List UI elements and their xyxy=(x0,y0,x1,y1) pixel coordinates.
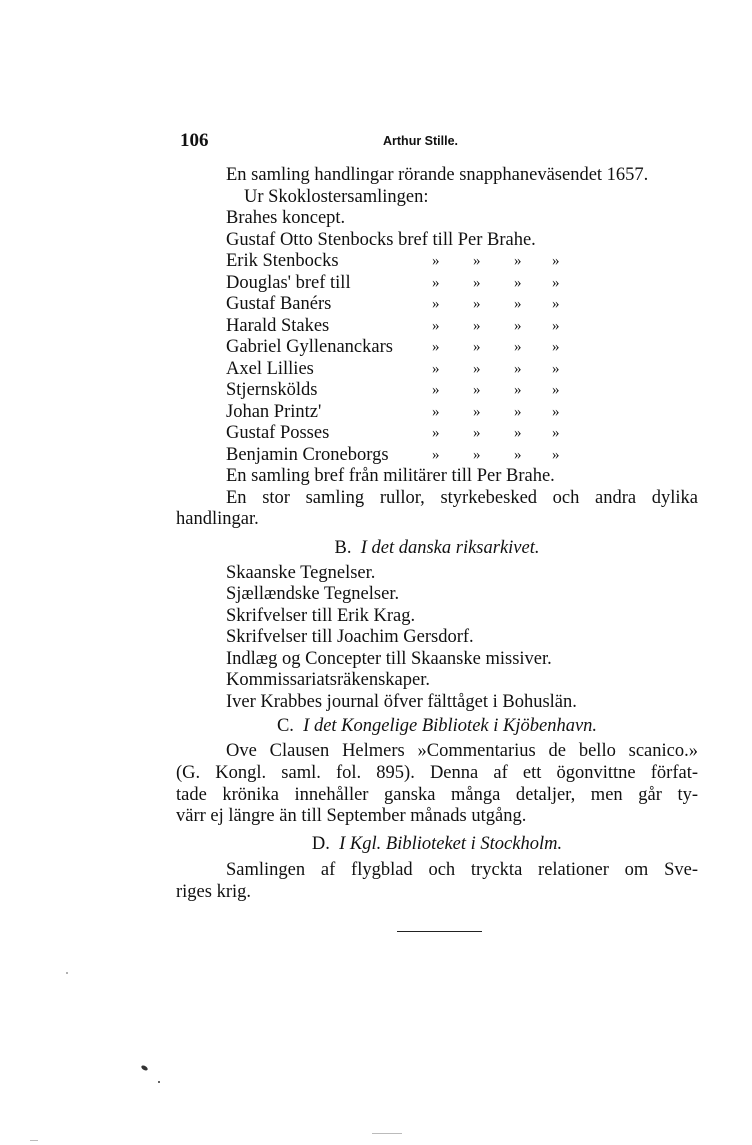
section-title: I det danska riksarkivet. xyxy=(360,538,540,558)
ditto-mark: » xyxy=(473,318,481,334)
after-rows-line: En samling bref från militärer till Per Brahe. xyxy=(226,466,555,486)
ditto-mark: » xyxy=(432,296,440,312)
ditto-mark: » xyxy=(473,296,481,312)
intro-line: En samling handlingar rörande snapphaneväsendet 1657. xyxy=(226,165,649,185)
ditto-mark: » xyxy=(514,339,522,355)
ditto-mark: » xyxy=(552,275,560,291)
ditto-mark: » xyxy=(514,382,522,398)
paragraph-line: värr ej längre än till September månads utgång. xyxy=(176,806,527,826)
ditto-mark: » xyxy=(473,339,481,355)
ditto-mark: » xyxy=(552,361,560,377)
ditto-mark: » xyxy=(473,425,481,441)
ditto-mark: » xyxy=(514,253,522,269)
ditto-mark: » xyxy=(473,382,481,398)
ditto-mark: » xyxy=(432,361,440,377)
list-item: Iver Krabbes journal öfver fälttåget i Bohuslän. xyxy=(226,692,577,712)
ditto-mark: » xyxy=(552,318,560,334)
running-head: Arthur Stille. xyxy=(383,134,459,148)
letter-row-name: Johan Printz' xyxy=(226,402,322,422)
ditto-mark: » xyxy=(552,296,560,312)
list-item: Sjællændske Tegnelser. xyxy=(226,584,400,604)
ditto-mark: » xyxy=(473,253,481,269)
section-letter: D. xyxy=(311,834,330,854)
letter-row-name: Benjamin Croneborgs xyxy=(226,445,389,465)
ditto-mark: » xyxy=(514,361,522,377)
ditto-mark: » xyxy=(552,404,560,420)
ditto-mark: » xyxy=(432,404,440,420)
ink-speck xyxy=(66,972,68,974)
ditto-mark: » xyxy=(514,404,522,420)
ditto-mark: » xyxy=(432,253,440,269)
letter-row-name: Gabriel Gyllenanckars xyxy=(226,337,393,357)
ink-speck xyxy=(372,1133,402,1134)
intro-line: Ur Skoklostersamlingen: xyxy=(244,187,429,207)
ink-speck xyxy=(158,1081,160,1083)
section-title: I Kgl. Biblioteket i Stockholm. xyxy=(339,834,563,854)
ditto-mark: » xyxy=(552,339,560,355)
ditto-mark: » xyxy=(552,382,560,398)
letter-row-name: Stjernskölds xyxy=(226,380,318,400)
paragraph-line: riges krig. xyxy=(176,882,252,902)
letter-row xyxy=(226,402,576,423)
letter-row xyxy=(226,445,576,466)
paragraph-line: tade krönika innehåller ganska många detaljer, men går ty- xyxy=(176,785,698,805)
ditto-mark: » xyxy=(514,275,522,291)
list-item: Skrifvelser till Erik Krag. xyxy=(226,606,416,626)
intro-line: Gustaf Otto Stenbocks bref till Per Brahe. xyxy=(226,230,536,250)
ditto-mark: » xyxy=(514,447,522,463)
paragraph-line: Ove Clausen Helmers »Commentarius de bello scanico.» xyxy=(226,741,698,761)
list-item: Indlæg og Concepter till Skaanske missiver. xyxy=(226,649,552,669)
ditto-mark: » xyxy=(552,253,560,269)
ditto-mark: » xyxy=(552,447,560,463)
paragraph-line: (G. Kongl. saml. fol. 895). Denna af ett ögonvittne förfat- xyxy=(176,763,698,783)
list-item: Skaanske Tegnelser. xyxy=(226,563,376,583)
ditto-mark: » xyxy=(473,447,481,463)
list-item: Kommissariatsräkenskaper. xyxy=(226,670,430,690)
after-rows-line: handlingar. xyxy=(176,509,259,529)
letter-row xyxy=(226,380,576,401)
ditto-mark: » xyxy=(432,318,440,334)
ink-speck xyxy=(30,1140,38,1141)
list-item: Skrifvelser till Joachim Gersdorf. xyxy=(226,627,474,647)
letter-row-name: Gustaf Banérs xyxy=(226,294,332,314)
ditto-mark: » xyxy=(432,425,440,441)
ditto-mark: » xyxy=(514,296,522,312)
letter-row xyxy=(226,316,576,337)
letter-row xyxy=(226,251,576,272)
section-heading xyxy=(176,716,698,737)
ditto-mark: » xyxy=(473,404,481,420)
letter-row-name: Harald Stakes xyxy=(226,316,330,336)
section-heading xyxy=(176,834,698,855)
page-number: 106 xyxy=(180,130,209,151)
ditto-mark: » xyxy=(473,361,481,377)
paragraph-line: Samlingen af flygblad och tryckta relationer om Sve- xyxy=(226,860,698,880)
letter-row xyxy=(226,337,576,358)
ditto-mark: » xyxy=(432,447,440,463)
ditto-mark: » xyxy=(432,382,440,398)
ditto-mark: » xyxy=(432,275,440,291)
after-rows-line: En stor samling rullor, styrkebesked och andra dylika xyxy=(226,488,698,508)
letter-row xyxy=(226,423,576,444)
ditto-mark: » xyxy=(432,339,440,355)
ink-speck xyxy=(140,1065,148,1072)
section-letter: B. xyxy=(334,538,352,558)
letter-row-name: Douglas' bref till xyxy=(226,273,351,293)
letter-row xyxy=(226,294,576,315)
section-letter: C. xyxy=(276,716,294,736)
ditto-mark: » xyxy=(473,275,481,291)
section-title: I det Kongelige Bibliotek i Kjöbenhavn. xyxy=(303,716,598,736)
ditto-mark: » xyxy=(552,425,560,441)
letter-row-name: Axel Lillies xyxy=(226,359,314,379)
ditto-mark: » xyxy=(514,318,522,334)
ditto-mark: » xyxy=(514,425,522,441)
letter-row xyxy=(226,359,576,380)
end-rule xyxy=(397,931,482,932)
letter-row-name: Gustaf Posses xyxy=(226,423,330,443)
intro-line: Brahes koncept. xyxy=(226,208,346,228)
letter-row-name: Erik Stenbocks xyxy=(226,251,339,271)
letter-row xyxy=(226,273,576,294)
section-heading xyxy=(176,538,698,559)
